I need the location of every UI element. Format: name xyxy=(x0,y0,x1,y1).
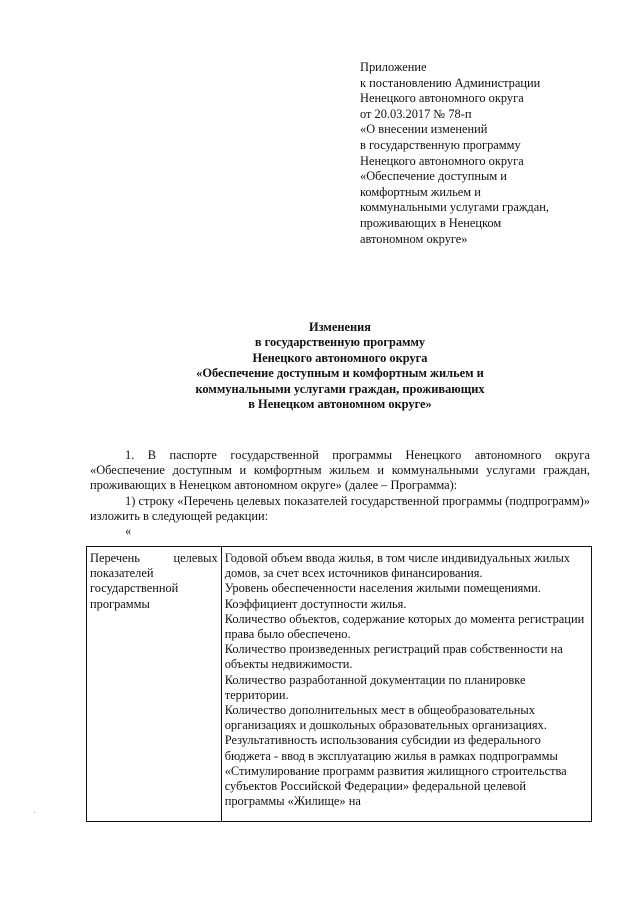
indicator-item: Количество дополнительных мест в общеобразовательных организациях и дошкольных образовательных организациях. xyxy=(224,703,547,733)
annex-line: к постановлению Администрации xyxy=(360,75,541,90)
title-line: Ненецкого автономного округа xyxy=(252,350,428,365)
indicator-item: Количество разработанной документации по планировке территории. xyxy=(224,672,526,702)
title-line: Изменения xyxy=(308,320,371,334)
cell-label-line: Перечень целевых xyxy=(90,551,218,565)
open-quote: « xyxy=(125,524,132,539)
scan-speck xyxy=(34,812,35,813)
title-line: в Ненецком автономном округе» xyxy=(248,397,432,412)
annex-line: Ненецкого автономного округа xyxy=(360,91,524,106)
cell-label-line: показателей xyxy=(90,566,154,581)
annex-line: «Обеспечение доступным и xyxy=(360,169,507,184)
title-line: в государственную программу xyxy=(254,335,426,350)
table-cell-indicators xyxy=(221,547,591,822)
indicator-item: Коэффициент доступности жилья. xyxy=(224,596,407,611)
table-cell-label xyxy=(87,547,222,822)
document-body xyxy=(90,448,590,539)
indicator-item: Количество произведенных регистраций прав собственности на объекты недвижимости. xyxy=(224,642,563,672)
annex-line: «О внесении изменений xyxy=(360,122,488,137)
indicator-item: Годовой объем ввода жилья, в том числе индивидуальных жилых домов, за счет всех источников финансирования. xyxy=(224,551,570,581)
annex-line: Ненецкого автономного округа xyxy=(360,153,524,168)
annex-line: комфортным жильем и xyxy=(360,184,481,199)
indicator-item: Количество объектов, содержание которых до момента регистрации права было обеспечено. xyxy=(224,611,585,642)
annex-line: от 20.03.2017 № 78-п xyxy=(360,106,472,121)
cell-label-line: государственной xyxy=(90,581,179,596)
paragraph-1: 1. В паспорте государственной программы Ненецкого автономного округа «Обеспечение доступным и комфортным жильем и коммунальными услугами граждан, проживающих в Ненецком автономном округе» (далее – Программа): xyxy=(90,448,590,493)
document-title xyxy=(90,320,590,412)
table-row xyxy=(87,547,592,822)
annex-line: Приложение xyxy=(360,60,427,74)
annex-line: в государственную программу xyxy=(360,137,521,152)
title-line: коммунальными услугами граждан, проживающих xyxy=(195,381,485,396)
cell-label-line: программы xyxy=(90,596,150,611)
indicator-item: Уровень обеспеченности населения жилыми помещениями. xyxy=(224,581,541,596)
program-table xyxy=(86,546,592,822)
annex-line: коммунальными услугами граждан, xyxy=(360,200,549,215)
annex-line: проживающих в Ненецком xyxy=(360,215,502,230)
annex-header xyxy=(360,60,620,247)
paragraph-2: 1) строку «Перечень целевых показателей государственной программы (подпрограмм)» изложить в следующей редакции: xyxy=(90,493,590,523)
title-line: «Обеспечение доступным и комфортным жильем и xyxy=(196,366,484,381)
annex-line: автономном округе» xyxy=(360,231,468,246)
indicator-item: Результативность использования субсидии из федерального бюджета - ввод в эксплуатацию жилья в рамках подпрограммы «Стимулирование программ развития жилищного строительства субъектов Российской Федерации» федеральной целевой программы «Жилище» на xyxy=(224,733,567,809)
